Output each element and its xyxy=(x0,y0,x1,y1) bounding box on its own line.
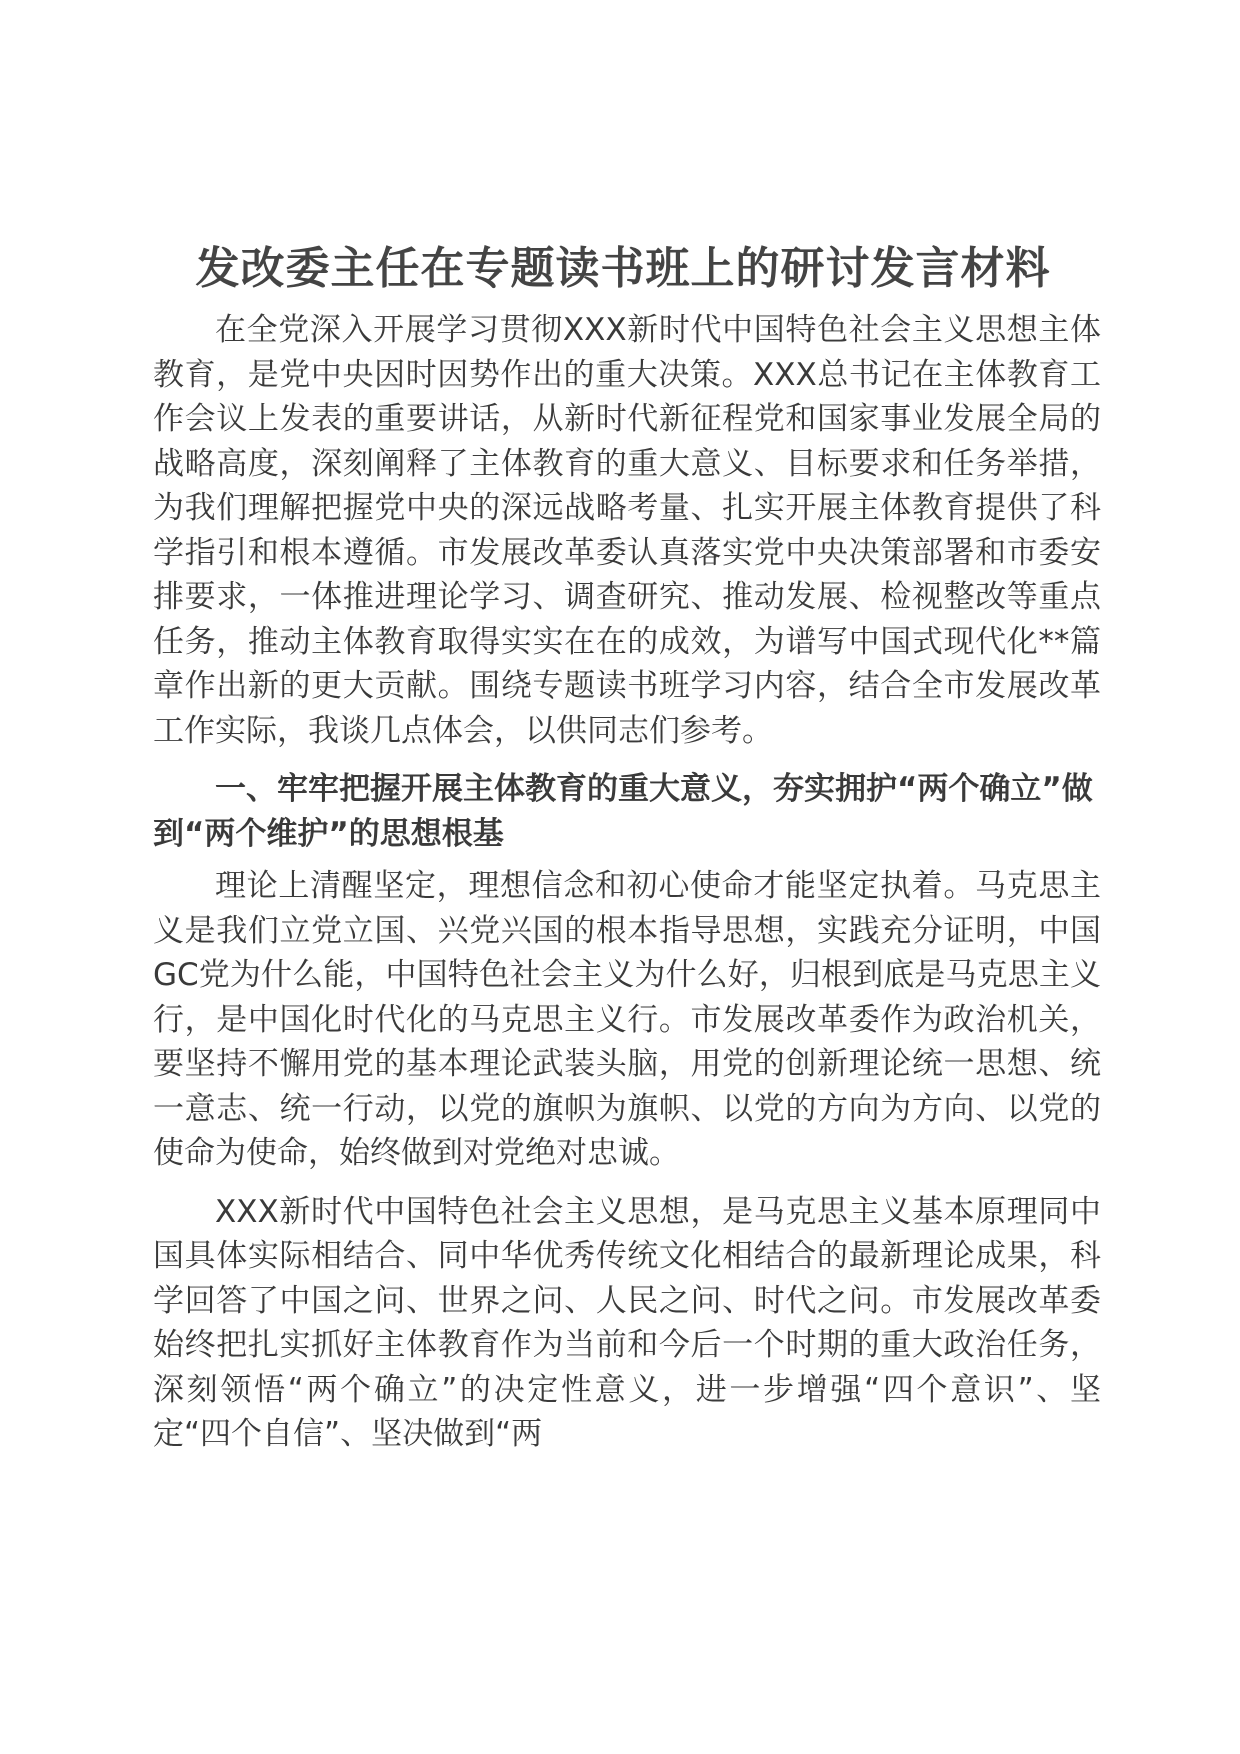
document-page xyxy=(153,240,1101,1457)
section1-paragraph-2: XXX新时代中国特色社会主义思想，是马克思主义基本原理同中国具体实际相结合、同中华优秀传统文化相结合的最新理论成果，科学回答了中国之问、世界之问、人民之问、时代之问。市发展改革委始终把扎实抓好主体教育作为当前和今后一个时期的重大政治任务，深刻领悟“两个确立”的决定性意义，进一步增强“四个意识”、坚定“四个自信”、坚决做到“两 xyxy=(153,1193,1101,1452)
section1-paragraph-1: 理论上清醒坚定，理想信念和初心使命才能坚定执着。马克思主义是我们立党立国、兴党兴国的根本指导思想，实践充分证明，中国GC党为什么能，中国特色社会主义为什么好，归根到底是马克思主义行，是中国化时代化的马克思主义行。市发展改革委作为政治机关，要坚持不懈用党的基本理论武装头脑，用党的创新理论统一思想、统一意志、统一行动，以党的旗帜为旗帜、以党的方向为方向、以党的使命为使命，始终做到对党绝对忠诚。 xyxy=(153,868,1101,1171)
section-heading-1: 一、牢牢把握开展主体教育的重大意义，夯实拥护“两个确立”做到“两个维护”的思想根基 xyxy=(153,771,1093,852)
intro-paragraph: 在全党深入开展学习贯彻XXX新时代中国特色社会主义思想主体教育，是党中央因时因势作出的重大决策。XXX总书记在主体教育工作会议上发表的重要讲话，从新时代新征程党和国家事业发展全局的战略高度，深刻阐释了主体教育的重大意义、目标要求和任务举措，为我们理解把握党中央的深远战略考量、扎实开展主体教育提供了科学指引和根本遵循。市发展改革委认真落实党中央决策部署和市委安排要求，一体推进理论学习、调查研究、推动发展、检视整改等重点任务，推动主体教育取得实实在在的成效，为谱写中国式现代化**篇章作出新的更大贡献。围绕专题读书班学习内容，结合全市发展改革工作实际，我谈几点体会，以供同志们参考。 xyxy=(153,312,1101,749)
document-title: 发改委主任在专题读书班上的研讨发言材料 xyxy=(195,243,1051,294)
